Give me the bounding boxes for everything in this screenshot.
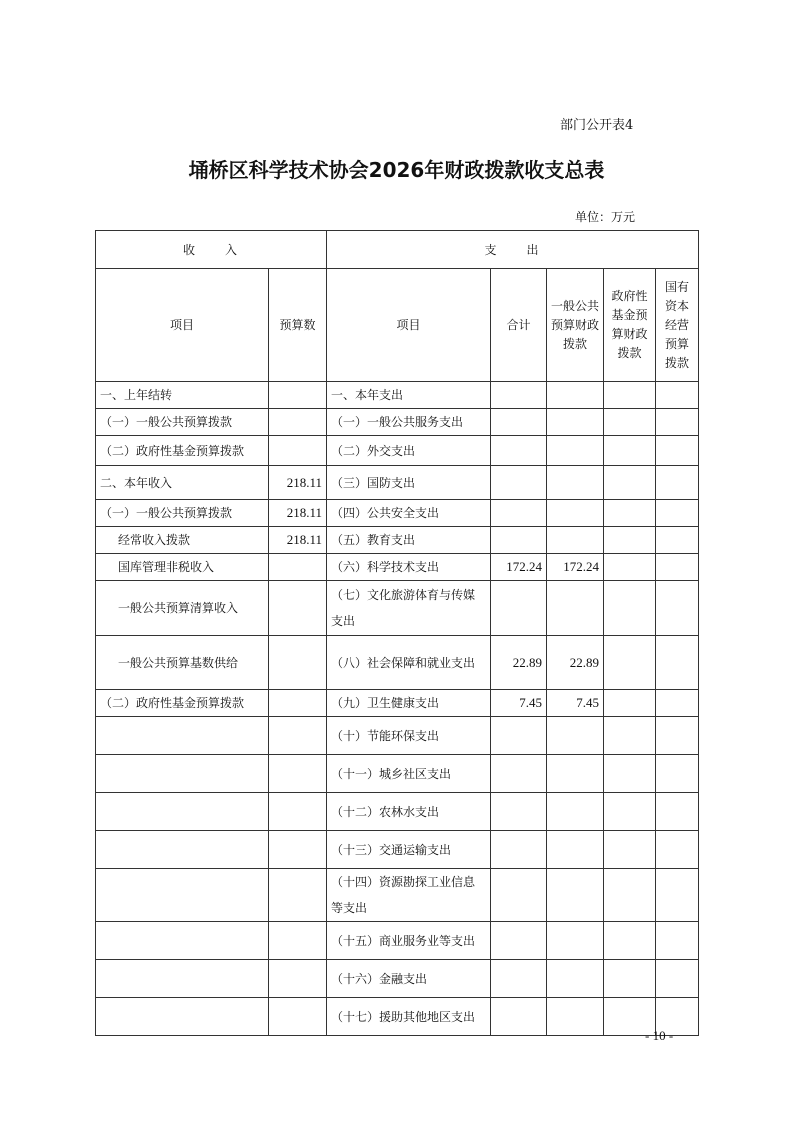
col-budget: 预算数	[269, 269, 327, 382]
expense-cell: （十）节能环保支出	[327, 717, 491, 755]
state-cell	[656, 960, 699, 998]
general-cell	[547, 831, 604, 869]
total-cell	[491, 466, 547, 500]
total-cell	[491, 960, 547, 998]
budget-cell	[269, 869, 327, 922]
expense-cell: （一）一般公共服务支出	[327, 409, 491, 436]
income-cell	[96, 869, 269, 922]
fund-cell	[604, 636, 656, 690]
total-cell	[491, 831, 547, 869]
expense-cell: （十三）交通运输支出	[327, 831, 491, 869]
expense-header: 支 出	[327, 231, 699, 269]
income-cell	[96, 922, 269, 960]
income-cell: （二）政府性基金预算拨款	[96, 436, 269, 466]
fund-cell	[604, 382, 656, 409]
total-cell	[491, 922, 547, 960]
col-state: 国有资本经营预算拨款	[656, 269, 699, 382]
total-cell	[491, 998, 547, 1036]
total-cell	[491, 717, 547, 755]
fund-cell	[604, 831, 656, 869]
fund-cell	[604, 869, 656, 922]
general-cell	[547, 436, 604, 466]
income-cell	[96, 960, 269, 998]
income-cell: 一、上年结转	[96, 382, 269, 409]
total-cell	[491, 869, 547, 922]
fund-cell	[604, 466, 656, 500]
budget-cell	[269, 717, 327, 755]
total-cell	[491, 755, 547, 793]
general-cell	[547, 869, 604, 922]
expense-cell: （六）科学技术支出	[327, 554, 491, 581]
general-cell: 172.24	[547, 554, 604, 581]
total-cell	[491, 409, 547, 436]
table-row	[96, 960, 699, 998]
page-number: - 10 -	[645, 1028, 674, 1043]
general-cell	[547, 527, 604, 554]
budget-cell	[269, 409, 327, 436]
page-title: 埇桥区科学技术协会2026年财政拨款收支总表	[188, 158, 605, 182]
total-cell	[491, 793, 547, 831]
total-cell	[491, 500, 547, 527]
total-cell: 7.45	[491, 690, 547, 717]
state-cell	[656, 436, 699, 466]
general-cell	[547, 717, 604, 755]
state-cell	[656, 382, 699, 409]
state-cell	[656, 409, 699, 436]
general-cell	[547, 755, 604, 793]
total-cell	[491, 527, 547, 554]
fund-cell	[604, 527, 656, 554]
fund-cell	[604, 717, 656, 755]
expense-cell: （八）社会保障和就业支出	[327, 636, 491, 690]
budget-cell	[269, 755, 327, 793]
state-cell	[656, 717, 699, 755]
expense-cell: （五）教育支出	[327, 527, 491, 554]
income-cell	[96, 998, 269, 1036]
table-row	[96, 831, 699, 869]
total-cell: 172.24	[491, 554, 547, 581]
fund-cell	[604, 409, 656, 436]
total-cell	[491, 382, 547, 409]
expense-cell: （十五）商业服务业等支出	[327, 922, 491, 960]
table-row	[96, 717, 699, 755]
budget-cell	[269, 581, 327, 636]
budget-cell	[269, 690, 327, 717]
budget-cell: 218.11	[269, 466, 327, 500]
income-cell	[96, 717, 269, 755]
general-cell	[547, 998, 604, 1036]
general-cell	[547, 581, 604, 636]
state-cell	[656, 554, 699, 581]
fund-cell	[604, 581, 656, 636]
table-row	[96, 690, 699, 717]
budget-cell	[269, 793, 327, 831]
table-tag: 部门公开表4	[560, 118, 634, 133]
budget-cell	[269, 831, 327, 869]
budget-cell	[269, 436, 327, 466]
income-header: 收 入	[96, 231, 327, 269]
income-cell: 国库管理非税收入	[96, 554, 269, 581]
table-row	[96, 636, 699, 690]
income-cell: 经常收入拨款	[96, 527, 269, 554]
table-row	[96, 755, 699, 793]
expense-cell: （九）卫生健康支出	[327, 690, 491, 717]
state-cell	[656, 922, 699, 960]
budget-cell: 218.11	[269, 527, 327, 554]
col-total: 合计	[491, 269, 547, 382]
table-row	[96, 466, 699, 500]
fund-cell	[604, 690, 656, 717]
budget-cell	[269, 998, 327, 1036]
table-row	[96, 581, 699, 636]
income-cell: （一）一般公共预算拨款	[96, 500, 269, 527]
general-cell: 7.45	[547, 690, 604, 717]
state-cell	[656, 755, 699, 793]
table-row	[96, 409, 699, 436]
income-cell: 一般公共预算基数供给	[96, 636, 269, 690]
expense-cell: （二）外交支出	[327, 436, 491, 466]
expense-cell: （四）公共安全支出	[327, 500, 491, 527]
table-row	[96, 793, 699, 831]
general-cell	[547, 793, 604, 831]
income-cell: 一般公共预算清算收入	[96, 581, 269, 636]
budget-cell	[269, 960, 327, 998]
budget-cell	[269, 636, 327, 690]
table-row	[96, 527, 699, 554]
income-cell	[96, 793, 269, 831]
income-cell	[96, 831, 269, 869]
table-row	[96, 500, 699, 527]
budget-cell	[269, 922, 327, 960]
total-cell: 22.89	[491, 636, 547, 690]
state-cell	[656, 527, 699, 554]
general-cell	[547, 409, 604, 436]
total-cell	[491, 581, 547, 636]
state-cell	[656, 581, 699, 636]
state-cell	[656, 793, 699, 831]
budget-cell	[269, 382, 327, 409]
table-row	[96, 554, 699, 581]
general-cell	[547, 922, 604, 960]
state-cell	[656, 500, 699, 527]
state-cell	[656, 831, 699, 869]
budget-cell	[269, 554, 327, 581]
table-row	[96, 922, 699, 960]
fund-cell	[604, 922, 656, 960]
state-cell	[656, 869, 699, 922]
table-row	[96, 869, 699, 922]
expense-cell: （十二）农林水支出	[327, 793, 491, 831]
table-row	[96, 382, 699, 409]
income-cell: （一）一般公共预算拨款	[96, 409, 269, 436]
state-cell	[656, 690, 699, 717]
general-cell	[547, 382, 604, 409]
general-cell	[547, 466, 604, 500]
expense-cell: 一、本年支出	[327, 382, 491, 409]
table-row	[96, 998, 699, 1036]
income-cell: （二）政府性基金预算拨款	[96, 690, 269, 717]
general-cell	[547, 960, 604, 998]
fund-cell	[604, 436, 656, 466]
total-cell	[491, 436, 547, 466]
state-cell	[656, 466, 699, 500]
table-row	[96, 436, 699, 466]
fund-cell	[604, 960, 656, 998]
fund-cell	[604, 554, 656, 581]
expense-cell: （十七）援助其他地区支出	[327, 998, 491, 1036]
expense-cell: （三）国防支出	[327, 466, 491, 500]
general-cell: 22.89	[547, 636, 604, 690]
unit-label: 单位：万元	[575, 210, 636, 224]
general-cell	[547, 500, 604, 527]
col-item2: 项目	[327, 269, 491, 382]
state-cell	[656, 636, 699, 690]
fund-cell	[604, 793, 656, 831]
expense-cell: （十一）城乡社区支出	[327, 755, 491, 793]
budget-cell: 218.11	[269, 500, 327, 527]
col-general: 一般公共预算财政拨款	[547, 269, 604, 382]
fund-cell	[604, 500, 656, 527]
expense-cell: （七）文化旅游体育与传媒支出	[327, 581, 491, 636]
income-cell: 二、本年收入	[96, 466, 269, 500]
col-fund: 政府性基金预算财政拨款	[604, 269, 656, 382]
budget-table	[95, 230, 699, 1036]
col-item: 项目	[96, 269, 269, 382]
fund-cell	[604, 755, 656, 793]
expense-cell: （十六）金融支出	[327, 960, 491, 998]
income-cell	[96, 755, 269, 793]
expense-cell: （十四）资源勘探工业信息等支出	[327, 869, 491, 922]
